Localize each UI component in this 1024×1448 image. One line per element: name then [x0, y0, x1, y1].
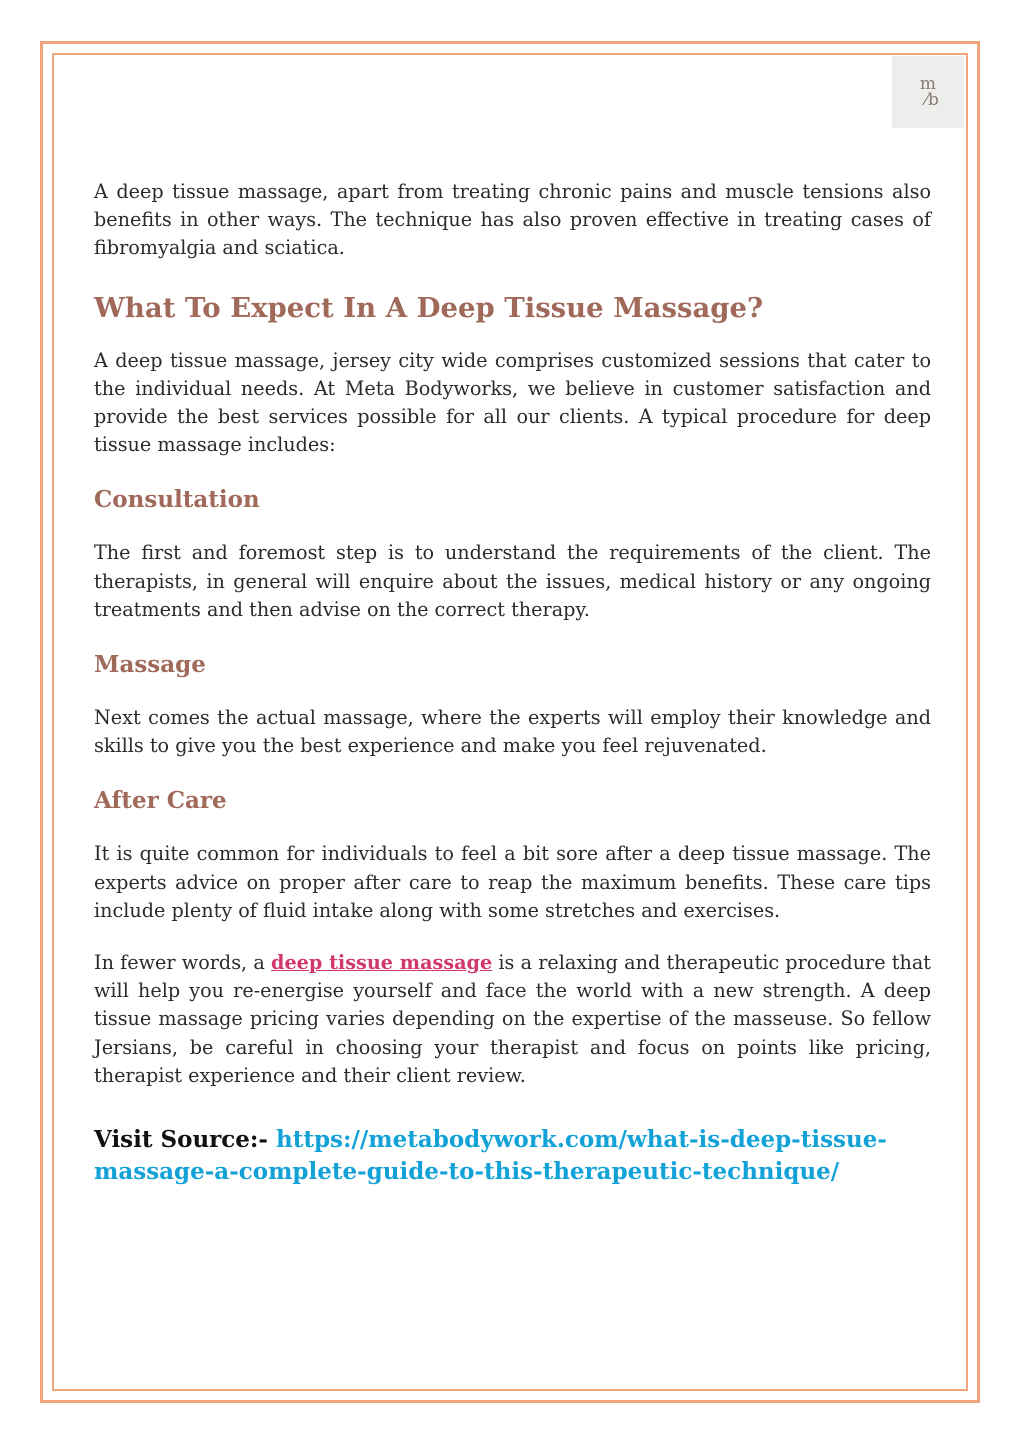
logo-line-1: m: [919, 74, 937, 94]
intro-paragraph: A deep tissue massage, apart from treating chronic pains and muscle tensions also benefits in other ways. The technique has also proven effective in treating cases of fibromyalgia and sciatica.: [94, 180, 931, 260]
brand-logo: [892, 56, 964, 128]
logo-line-2: ⁄b: [925, 90, 939, 110]
deep-tissue-massage-link[interactable]: deep tissue massage: [271, 951, 493, 975]
closing-paragraph: [94, 949, 931, 1090]
visit-source-label: Visit Source:-: [94, 1126, 276, 1154]
section-text-consultation: The first and foremost step is to understand the requirements of the client. The therapists, in general will enquire about the issues, medical history or any ongoing treatments and then advise on the correct therapy.: [94, 541, 931, 621]
document-body: [94, 178, 931, 1188]
section-text-massage: Next comes the actual massage, where the experts will employ their knowledge and skills to give you the best experience and make you feel rejuvenated.: [94, 706, 931, 758]
visit-source-link[interactable]: https://metabodywork.com/what-is-deep-tissue-massage-a-complete-guide-to-this-therapeutic-technique/: [94, 1126, 887, 1186]
section-title-consultation: Consultation: [94, 486, 260, 514]
closing-text-after: is a relaxing and therapeutic procedure that will help you re-energise yourself and face the world with a new strength. A deep tissue massage pricing varies depending on the expertise of the masseuse. So fellow Jersians, be careful in choosing your therapist and focus on points like pricing, therapist experience and their client review.: [94, 951, 932, 1087]
page-heading: What To Expect In A Deep Tissue Massage?: [94, 291, 764, 324]
section-title-massage: Massage: [94, 651, 206, 679]
section-text-after-care: It is quite common for individuals to feel a bit sore after a deep tissue massage. The experts advice on proper after care to reap the maximum benefits. These care tips include plenty of fluid intake along with some stretches and exercises.: [94, 842, 931, 922]
closing-text-before: In fewer words, a: [94, 951, 272, 975]
expect-paragraph: A deep tissue massage, jersey city wide comprises customized sessions that cater to the individual needs. At Meta Bodyworks, we believe in customer satisfaction and provide the best services possible for all our clients. A typical procedure for deep tissue massage includes:: [94, 348, 931, 457]
section-title-after-care: After Care: [94, 787, 227, 815]
visit-source: [94, 1124, 931, 1188]
